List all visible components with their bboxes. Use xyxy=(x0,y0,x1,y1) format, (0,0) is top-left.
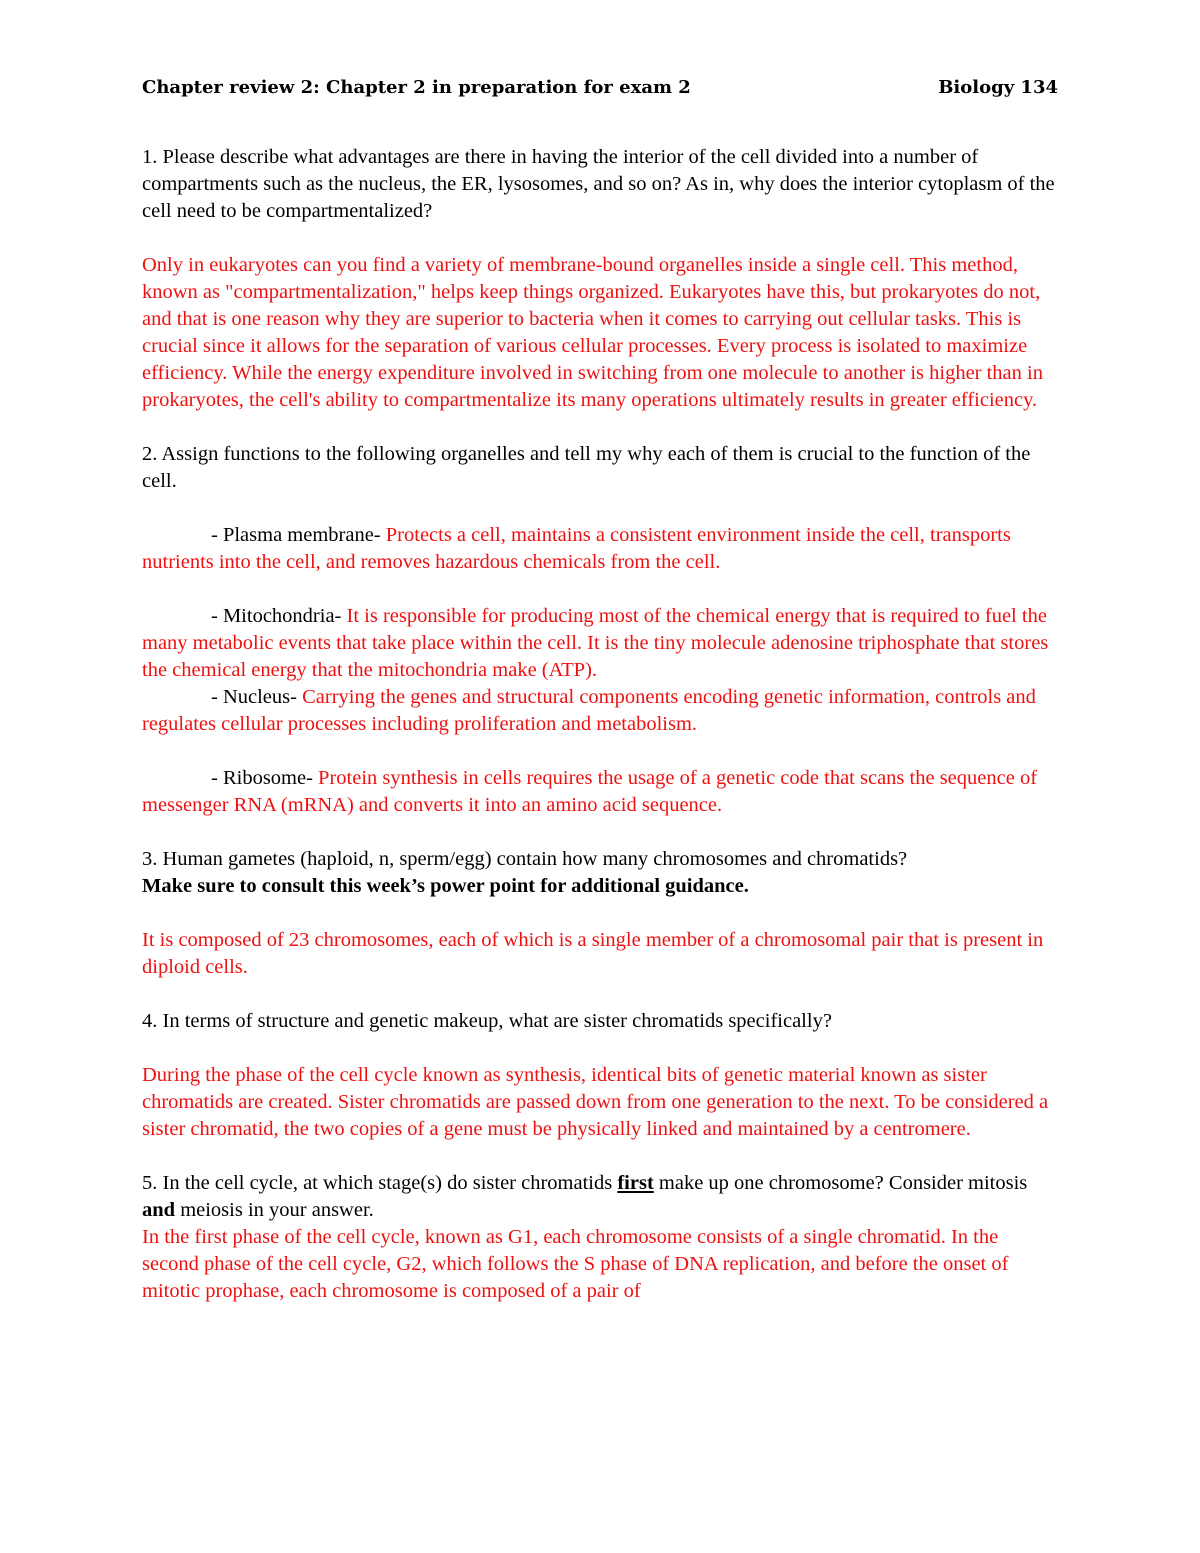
document-content xyxy=(142,74,1058,1305)
question-3: 3. Human gametes (haploid, n, sperm/egg) contain how many chromosomes and chromatids? xyxy=(142,848,908,870)
organelle-answer: Protein synthesis in cells requires the usage of a genetic code that scans the sequence of messenger RNA (mRNA) and converts it into an amino acid sequence. xyxy=(142,767,1038,816)
page-header xyxy=(142,74,1058,101)
question-5 xyxy=(142,1170,1058,1224)
question-4: 4. In terms of structure and genetic makeup, what are sister chromatids specifically? xyxy=(142,1010,832,1032)
organelle-plasma-membrane xyxy=(142,522,1058,576)
course-name: Biology 134 xyxy=(938,77,1058,98)
organelle-label: - Ribosome- xyxy=(211,767,313,789)
organelle-label: - Nucleus- xyxy=(211,686,297,708)
organelle-answer: Protects a cell, maintains a consistent environment inside the cell, transports nutrients into the cell, and removes hazardous chemicals from the cell. xyxy=(142,524,1011,573)
answer-3: It is composed of 23 chromosomes, each of which is a single member of a chromosomal pair that is present in diploid cells. xyxy=(142,929,1044,978)
organelle-ribosome xyxy=(142,765,1058,819)
question-5-part-b: make up one chromosome? Consider mitosis xyxy=(653,1172,1028,1194)
question-5-emphasis-and: and xyxy=(142,1199,176,1221)
document-title: Chapter review 2: Chapter 2 in preparation for exam 2 xyxy=(142,77,691,98)
question-3-note: Make sure to consult this week’s power point for additional guidance. xyxy=(142,875,749,897)
answer-1: Only in eukaryotes can you find a variety of membrane-bound organelles inside a single cell. This method, known as "compartmentalization," helps keep things organized. Eukaryotes have this, but prokaryotes do not, and that is one reason why they are superior to bacteria when it comes to carrying out cellular tasks. This is crucial since it allows for the separation of various cellular processes. Every process is isolated to maximize efficiency. While the energy expenditure involved in switching from one molecule to another is higher than in prokaryotes, the cell's ability to compartmentalize its many operations ultimately results in greater efficiency. xyxy=(142,254,1043,411)
organelle-mitochondria xyxy=(142,603,1058,684)
answer-5: In the first phase of the cell cycle, known as G1, each chromosome consists of a single chromatid. In the second phase of the cell cycle, G2, which follows the S phase of DNA replication, and before the onset of mitotic prophase, each chromosome is composed of a pair of xyxy=(142,1226,1009,1302)
question-5-part-c: meiosis in your answer. xyxy=(175,1199,374,1221)
question-5-part-a: 5. In the cell cycle, at which stage(s) do sister chromatids xyxy=(142,1172,618,1194)
organelle-label: - Mitochondria- xyxy=(211,605,342,627)
question-2: 2. Assign functions to the following organelles and tell my why each of them is crucial to the function of the cell. xyxy=(142,443,1031,492)
organelle-label: - Plasma membrane- xyxy=(211,524,381,546)
organelle-nucleus xyxy=(142,684,1058,738)
organelle-answer: Carrying the genes and structural components encoding genetic information, controls and regulates cellular processes including proliferation and metabolism. xyxy=(142,686,1036,735)
answer-4: During the phase of the cell cycle known as synthesis, identical bits of genetic material known as sister chromatids are created. Sister chromatids are passed down from one generation to the next. To be considered a sister chromatid, the two copies of a gene must be physically linked and maintained by a centromere. xyxy=(142,1064,1049,1140)
question-1: 1. Please describe what advantages are there in having the interior of the cell divided into a number of compartments such as the nucleus, the ER, lysosomes, and so on? As in, why does the interior cytoplasm of the cell need to be compartmentalized? xyxy=(142,146,1055,222)
question-5-emphasis-first: first xyxy=(617,1172,654,1194)
organelle-answer: It is responsible for producing most of the chemical energy that is required to fuel the many metabolic events that take place within the cell. It is the tiny molecule adenosine triphosphate that stores the chemical energy that the mitochondria make (ATP). xyxy=(142,605,1049,681)
